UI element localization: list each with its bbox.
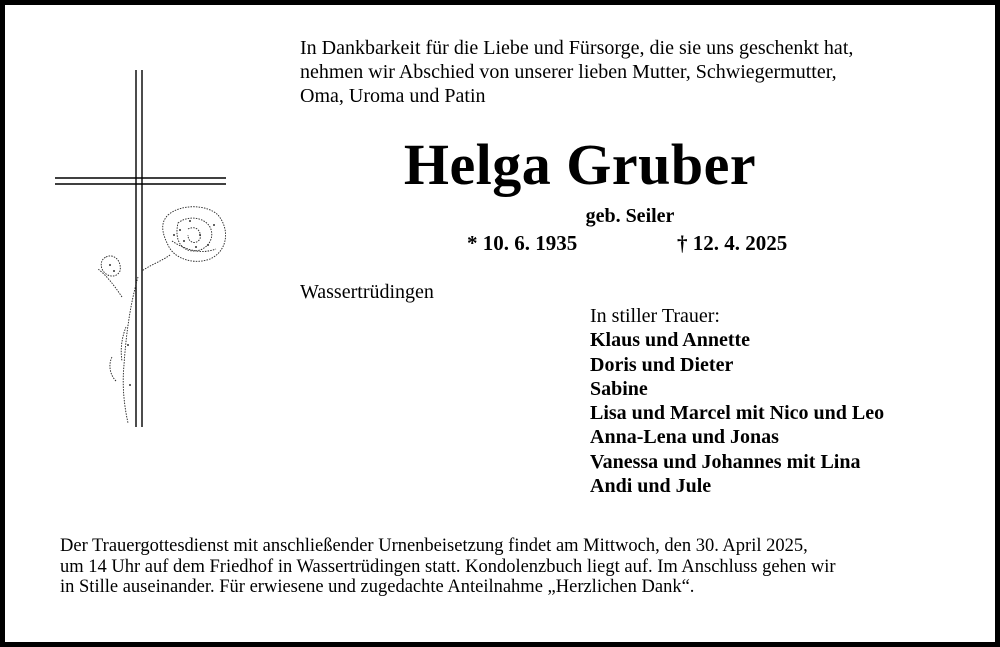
mourners-heading: In stiller Trauer:: [590, 305, 720, 327]
mourner-entry: Anna-Lena und Jonas: [590, 426, 779, 449]
mourner-entry: Klaus und Annette: [590, 329, 751, 352]
service-line: um 14 Uhr auf dem Friedhof in Wassertrüdingen statt. Kondolenzbuch liegt auf. Im Anschluss gehen wir: [60, 556, 836, 577]
mourner-entry: Andi und Jule: [590, 475, 712, 498]
service-info: [60, 536, 960, 598]
service-line: Der Trauergottesdienst mit anschließender Urnenbeisetzung findet am Mittwoch, den 30. April 2025,: [60, 536, 808, 556]
intro-line: In Dankbarkeit für die Liebe und Fürsorge, die sie uns geschenkt hat,: [300, 37, 854, 59]
service-line: in Stille auseinander. Für erwiesene und zugedachte Anteilnahme „Herzlichen Dank“.: [60, 577, 695, 597]
intro-line: Oma, Uroma und Patin: [300, 85, 486, 107]
intro-text: [300, 36, 980, 108]
mourner-entry: Sabine: [590, 377, 648, 400]
cross-icon: [55, 70, 226, 427]
mourner-entry: Lisa und Marcel mit Nico und Leo: [590, 402, 885, 425]
death-date: † 12. 4. 2025: [677, 231, 788, 255]
mourner-entry: Vanessa und Johannes mit Lina: [590, 450, 861, 473]
cross-rose-illustration: [50, 65, 240, 435]
birth-date: * 10. 6. 1935: [467, 231, 578, 255]
mourners-block: [590, 304, 884, 498]
mourners-list: [590, 328, 884, 498]
maiden-name: geb. Seiler: [585, 205, 675, 227]
rose-icon: [98, 207, 226, 423]
intro-line: nehmen wir Abschied von unserer lieben Mutter, Schwiegermutter,: [300, 61, 837, 83]
mourner-entry: Doris und Dieter: [590, 353, 734, 376]
deceased-name: Helga Gruber: [403, 132, 757, 197]
rose-shading: [109, 220, 215, 386]
place-name: Wassertrüdingen: [300, 281, 434, 303]
